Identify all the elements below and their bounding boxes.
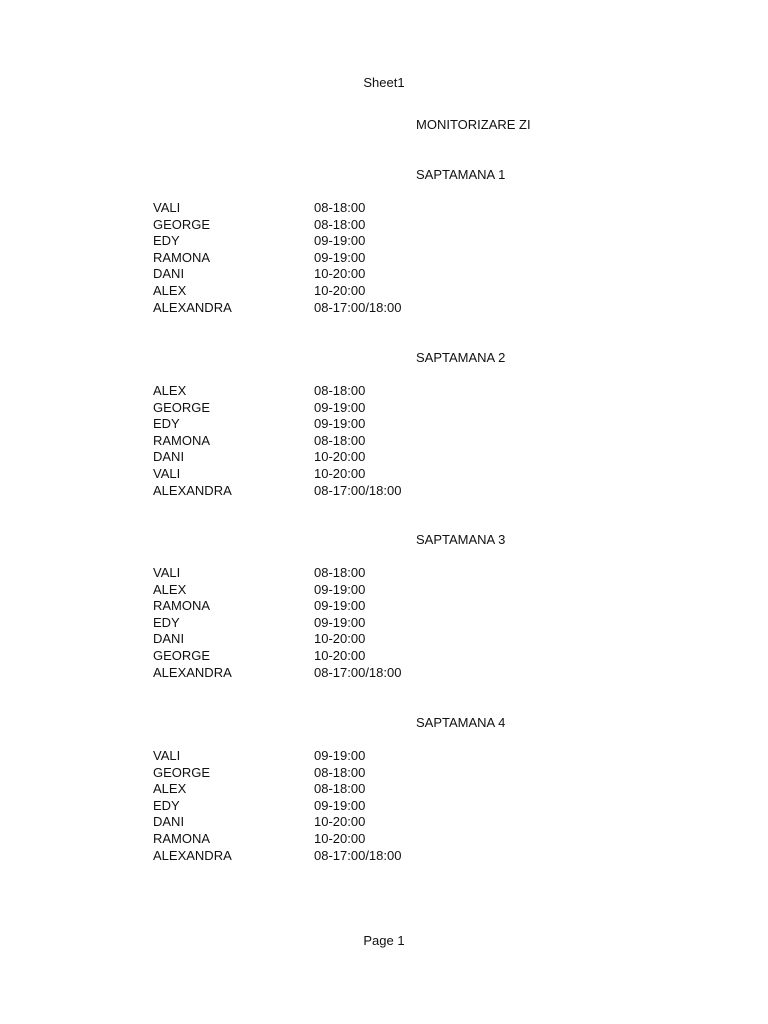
employee-name: ALEXANDRA xyxy=(153,482,232,498)
shift-time: 09-19:00 xyxy=(314,581,366,597)
employee-name: GEORGE xyxy=(153,764,211,780)
shift-time: 08-18:00 xyxy=(314,781,366,797)
employee-name: RAMONA xyxy=(153,830,211,846)
employee-name: RAMONA xyxy=(153,432,211,448)
employee-name: ALEX xyxy=(153,383,187,398)
table-row xyxy=(153,598,453,615)
table-row xyxy=(153,283,453,300)
employee-name: GEORGE xyxy=(153,399,211,415)
table-row xyxy=(153,781,453,798)
table-row xyxy=(153,217,453,234)
shift-time: 08-18:00 xyxy=(314,432,366,448)
sheet-name-header: Sheet1 xyxy=(363,75,405,90)
employee-name: VALI xyxy=(153,565,181,580)
shift-time: 08-17:00/18:00 xyxy=(314,847,402,863)
employee-name: EDY xyxy=(153,233,180,249)
employee-name: RAMONA xyxy=(153,249,211,265)
employee-name: ALEX xyxy=(153,781,187,797)
shift-time: 09-19:00 xyxy=(314,249,366,265)
table-row xyxy=(153,266,453,283)
table-row xyxy=(153,648,453,665)
schedule-table xyxy=(153,200,453,316)
table-row xyxy=(153,582,453,599)
shift-time: 08-17:00/18:00 xyxy=(314,482,402,498)
employee-name: DANI xyxy=(153,449,185,465)
shift-time: 09-19:00 xyxy=(314,614,366,630)
table-row xyxy=(153,300,453,317)
table-row xyxy=(153,631,453,648)
table-row xyxy=(153,814,453,831)
table-row xyxy=(153,250,453,267)
table-row xyxy=(153,665,453,682)
shift-time: 10-20:00 xyxy=(314,449,366,465)
shift-time: 10-20:00 xyxy=(314,465,366,481)
table-row xyxy=(153,400,453,417)
schedule-table xyxy=(153,383,453,499)
employee-name: VALI xyxy=(153,748,181,763)
shift-time: 08-18:00 xyxy=(314,565,366,580)
shift-time: 09-19:00 xyxy=(314,233,366,249)
employee-name: VALI xyxy=(153,465,181,481)
employee-name: DANI xyxy=(153,631,185,647)
table-row xyxy=(153,848,453,865)
employee-name: VALI xyxy=(153,200,181,215)
shift-time: 08-17:00/18:00 xyxy=(314,299,402,315)
table-row xyxy=(153,483,453,500)
table-row xyxy=(153,433,453,450)
schedule-table xyxy=(153,748,453,864)
employee-name: ALEX xyxy=(153,282,187,298)
week-heading: SAPTAMANA 1 xyxy=(416,167,506,182)
shift-time: 10-20:00 xyxy=(314,814,366,830)
employee-name: EDY xyxy=(153,797,180,813)
table-row xyxy=(153,831,453,848)
table-row xyxy=(153,765,453,782)
employee-name: DANI xyxy=(153,266,185,282)
shift-time: 08-18:00 xyxy=(314,764,366,780)
week-heading: SAPTAMANA 3 xyxy=(416,532,506,547)
shift-time: 09-19:00 xyxy=(314,598,366,614)
week-heading: SAPTAMANA 4 xyxy=(416,715,506,730)
employee-name: EDY xyxy=(153,416,180,432)
week-heading: SAPTAMANA 2 xyxy=(416,350,506,365)
shift-time: 08-17:00/18:00 xyxy=(314,664,402,680)
employee-name: ALEXANDRA xyxy=(153,299,232,315)
shift-time: 10-20:00 xyxy=(314,830,366,846)
shift-time: 10-20:00 xyxy=(314,266,366,282)
shift-time: 09-19:00 xyxy=(314,797,366,813)
employee-name: ALEX xyxy=(153,581,187,597)
shift-time: 08-18:00 xyxy=(314,383,366,398)
table-row xyxy=(153,449,453,466)
table-row xyxy=(153,798,453,815)
table-row xyxy=(153,233,453,250)
employee-name: GEORGE xyxy=(153,216,211,232)
table-row xyxy=(153,416,453,433)
employee-name: EDY xyxy=(153,614,180,630)
table-row xyxy=(153,748,453,765)
table-row xyxy=(153,615,453,632)
shift-time: 08-18:00 xyxy=(314,216,366,232)
employee-name: DANI xyxy=(153,814,185,830)
shift-time: 09-19:00 xyxy=(314,399,366,415)
document-title: MONITORIZARE ZI xyxy=(416,117,531,132)
shift-time: 09-19:00 xyxy=(314,416,366,432)
table-row xyxy=(153,565,453,582)
shift-time: 10-20:00 xyxy=(314,647,366,663)
schedule-table xyxy=(153,565,453,681)
page-number-footer: Page 1 xyxy=(363,933,405,948)
table-row xyxy=(153,200,453,217)
shift-time: 09-19:00 xyxy=(314,748,366,763)
employee-name: RAMONA xyxy=(153,598,211,614)
shift-time: 10-20:00 xyxy=(314,631,366,647)
employee-name: GEORGE xyxy=(153,647,211,663)
employee-name: ALEXANDRA xyxy=(153,664,232,680)
table-row xyxy=(153,383,453,400)
table-row xyxy=(153,466,453,483)
shift-time: 08-18:00 xyxy=(314,200,366,215)
employee-name: ALEXANDRA xyxy=(153,847,232,863)
shift-time: 10-20:00 xyxy=(314,282,366,298)
